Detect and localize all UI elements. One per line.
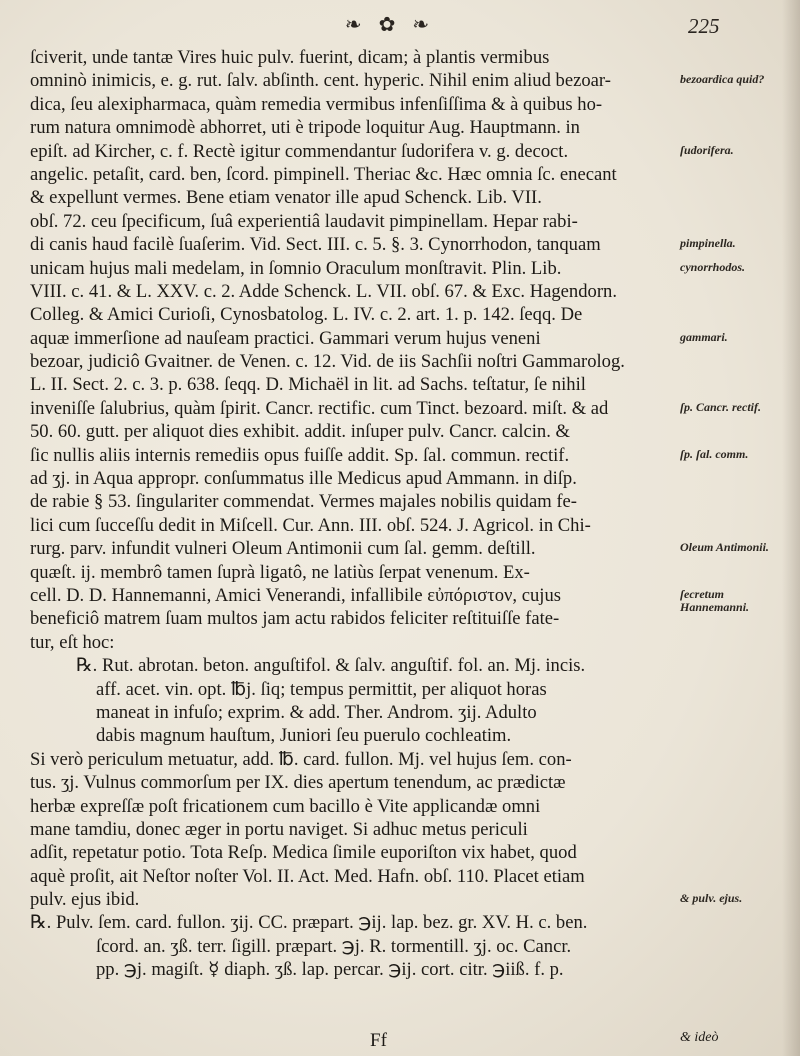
marginal-note: Oleum Antimonii.: [680, 540, 769, 555]
text-line: pp. ℈j. magiſt. ☿ diaph. ʒß. lap. percar. ℈ij. cort. citr. ℈iiß. f. p.: [96, 959, 564, 981]
text-line: obſ. 72. ceu ſpecificum, ſuâ experientiâ laudavit pimpinellam. Hepar rabi-: [30, 210, 578, 232]
text-line: epiſt. ad Kircher, c. f. Rectè igitur commendantur ſudorifera v. g. decoct.: [30, 140, 569, 162]
marginal-note: pimpinella.: [680, 236, 736, 251]
text-line: ad ʒj. in Aqua appropr. conſummatus ille Medicus apud Ammann. in diſp.: [30, 468, 577, 490]
text-line: dabis magnum hauſtum, Juniori ſeu puerulo cochleatim.: [96, 725, 512, 747]
marginal-note: bezoardica quid?: [680, 72, 765, 87]
text-line: quæſt. ij. membrô tamen ſuprà ligatô, ne latiùs ſerpat venenum. Ex-: [30, 561, 530, 583]
marginal-note: gammari.: [680, 329, 728, 344]
text-line: & expellunt vermes. Bene etiam venator ille apud Schenck. Lib. VII.: [30, 187, 542, 209]
body-text: [30, 46, 680, 982]
text-line: herbæ expreſſæ poſt fricationem cum bacillo è Vite applicandæ omni: [30, 795, 541, 817]
text-line: dica, ſeu alexipharmaca, quàm remedia vermibus infenſiſſima & à quibus ho-: [30, 93, 603, 115]
text-line: Si verò periculum metuatur, add. ℔. card. fullon. Mj. vel hujus ſem. con-: [30, 748, 572, 770]
text-line: aquè proſit, ait Neſtor noſter Vol. II. Act. Med. Hafn. obſ. 110. Placet etiam: [30, 865, 585, 887]
text-line: unicam hujus mali medelam, in ſomnio Oraculum monſtravit. Plin. Lib.: [30, 257, 562, 279]
catchword: & ideò: [680, 1030, 719, 1045]
text-line: ſciverit, unde tantæ Vires huic pulv. fuerint, dicam; à plantis vermibus: [30, 47, 550, 68]
marginal-note: cynorrhodos.: [680, 259, 746, 274]
text-line: di canis haud facilè ſuaſerim. Vid. Sect. III. c. 5. §. 3. Cynorrhodon, tanquam: [30, 234, 601, 256]
text-line: rum natura omnimodè abhorret, uti è tripode loquitur Aug. Hauptmann. in: [30, 117, 580, 139]
text-line: adſit, repetatur potio. Tota Reſp. Medica ſimile euporiſton vix habet, quod: [30, 842, 577, 864]
text-line: aff. acet. vin. opt. ℔j. ſiq; tempus permittit, per aliquot horas: [96, 678, 547, 700]
text-line: lici cum ſucceſſu dedit in Miſcell. Cur. Ann. III. obſ. 524. J. Agricol. in Chi-: [30, 514, 591, 536]
text-line: ſcord. an. ʒß. terr. ſigill. præpart. ℈j. R. tormentill. ʒj. oc. Cancr.: [96, 935, 572, 957]
page-edge-shadow: [782, 0, 800, 1056]
text-line: de rabie § 53. ſingulariter commendat. Vermes majales nobilis quidam fe-: [30, 491, 577, 513]
text-line: bezoar, judiciô Gvaitner. de Venen. c. 12. Vid. de iis Sachſii noſtri Gammarolog.: [30, 351, 625, 373]
text-line: angelic. petaſit, card. ben, ſcord. pimpinell. Theriac &c. Hæc omnia ſc. enecant: [30, 163, 617, 185]
text-line: 50. 60. gutt. per aliquot dies exhibit. addit. inſuper pulv. Cancr. calcin. &: [30, 421, 570, 443]
marginal-note: ſp. Cancr. rectif.: [680, 400, 761, 414]
text-line: ℞. Rut. abrotan. beton. anguſtifol. & ſalv. anguſtif. fol. an. Mj. incis.: [76, 655, 586, 677]
text-line: pulv. ejus ibid.: [30, 889, 140, 911]
text-line: ſic nullis aliis internis remediis opus fuiſſe addit. Sp. ſal. commun. rectif.: [30, 444, 570, 466]
text-line: rurg. parv. infundit vulneri Oleum Antimonii cum ſal. gemm. deſtill.: [30, 538, 536, 560]
text-line: cell. D. D. Hannemanni, Amici Venerandi, infallibile εὐπόριστον, cujus: [30, 584, 561, 606]
text-line: aquæ immerſione ad nauſeam practici. Gammari verum hujus veneni: [30, 327, 541, 349]
text-line: omninò inimicis, e. g. rut. ſalv. abſinth. cent. hyperic. Nihil enim aliud bezoar-: [30, 70, 611, 92]
text-line: ℞. Pulv. ſem. card. fullon. ʒij. CC. præpart. ℈ij. lap. bez. gr. XV. H. c. ben.: [30, 912, 588, 934]
marginal-note: & pulv. ejus.: [680, 891, 743, 906]
marginal-note: ſp. ſal. comm.: [680, 446, 749, 461]
text-line: Colleg. & Amici Curioſi, Cynosbatolog. L. IV. c. 2. art. 1. p. 142. ſeqq. De: [30, 304, 583, 326]
text-line: mane tamdiu, donec æger in portu naviget. Si adhuc metus periculi: [30, 818, 528, 840]
text-line: tur, eſt hoc:: [30, 631, 115, 653]
text-line: L. II. Sect. 2. c. 3. p. 638. ſeqq. D. Michaël in lit. ad Sachs. teſtatur, ſe nihil: [30, 374, 586, 396]
text-line: VIII. c. 41. & L. XXV. c. 2. Adde Schenck. L. VII. obſ. 67. & Exc. Hagendorn.: [30, 280, 617, 302]
page-number: 225: [688, 14, 720, 38]
text-line: maneat in infuſo; exprim. & add. Ther. Androm. ʒij. Adulto: [96, 701, 537, 723]
header-ornament: ❧ ✿ ❧: [344, 14, 436, 36]
marginal-note: ſudorifera.: [680, 142, 734, 157]
text-line: tus. ʒj. Vulnus commorſum per IX. dies apertum tenendum, ac prædictæ: [30, 772, 566, 794]
text-line: beneficiô matrem ſuam multos jam actu rabidos feliciter reſtituiſſe fate-: [30, 608, 560, 630]
marginal-note: ſecretum Hannemanni.: [680, 587, 750, 615]
signature-mark: Ff: [370, 1030, 387, 1051]
text-line: inveniſſe ſalubrius, quàm ſpirit. Cancr. rectific. cum Tinct. bezoard. miſt. & ad: [30, 397, 609, 419]
